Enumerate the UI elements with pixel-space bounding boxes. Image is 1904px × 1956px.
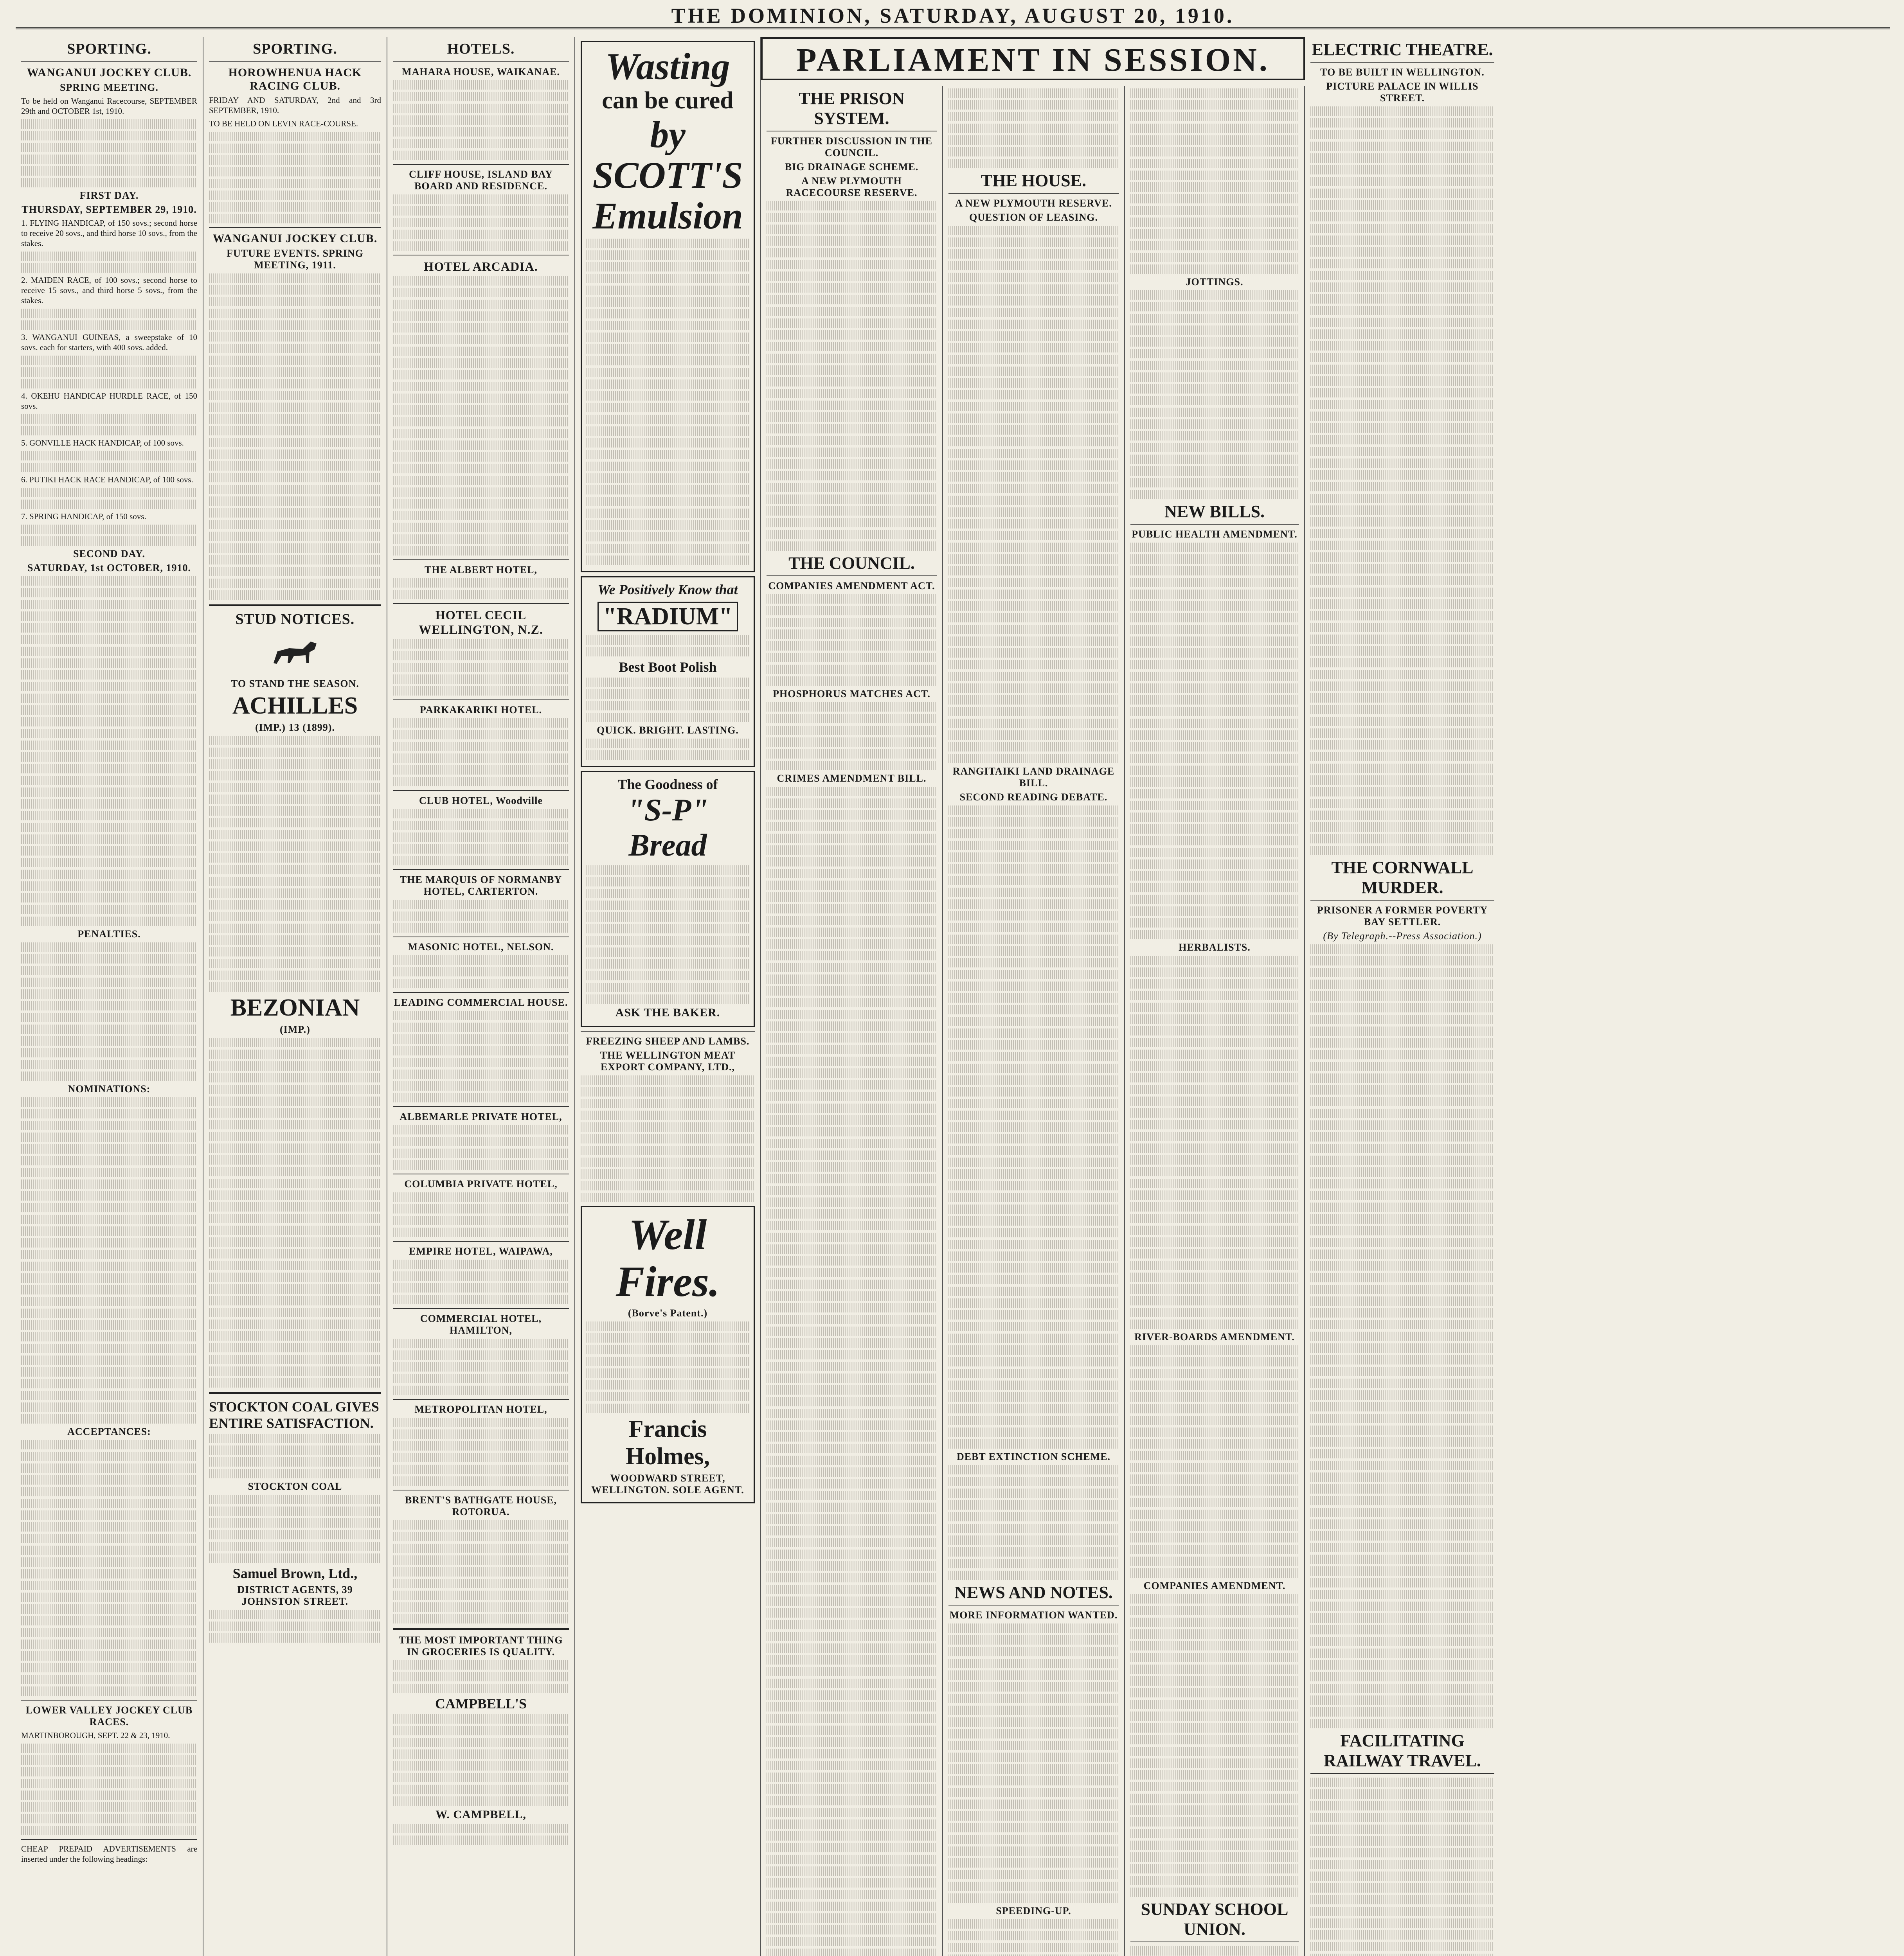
- radium-line-2: "RADIUM": [597, 602, 738, 631]
- club-name: WANGANUI JOCKEY CLUB.: [212, 232, 378, 245]
- hotel-name: PARKAKARIKI HOTEL.: [419, 704, 542, 716]
- drainage-subheading: BIG DRAINAGE SCHEME.: [785, 161, 919, 173]
- radium-line-4: QUICK. BRIGHT. LASTING.: [597, 725, 739, 736]
- cheap-ads-notice: CHEAP PREPAID ADVERTISEMENTS are inserted under the following headings:: [21, 1844, 197, 1864]
- hotel-name: THE MARQUIS OF NORMANBY HOTEL, CARTERTON.: [400, 874, 562, 897]
- electric-theatre-subheading: TO BE BUILT IN WELLINGTON.: [1320, 67, 1485, 78]
- new-bills-heading: NEW BILLS.: [1130, 502, 1299, 525]
- health-subheading: PUBLIC HEALTH AMENDMENT.: [1132, 529, 1298, 540]
- coal-ad-title: STOCKTON COAL GIVES ENTIRE SATISFACTION.: [209, 1399, 379, 1431]
- horse-name-achilles: ACHILLES: [232, 692, 358, 719]
- freezing-heading: FREEZING SHEEP AND LAMBS.: [586, 1036, 750, 1047]
- second-day-date: SATURDAY, 1st OCTOBER, 1910.: [27, 562, 191, 573]
- phosphorus-subheading: PHOSPHORUS MATCHES ACT.: [773, 688, 930, 699]
- fires-line-2: (Borve's Patent.): [628, 1307, 708, 1319]
- press-association-credit: (By Telegraph.--Press Association.): [1323, 930, 1482, 942]
- herbalists-subheading: HERBALISTS.: [1179, 942, 1251, 953]
- house-heading: THE HOUSE.: [948, 171, 1119, 194]
- council-heading: THE COUNCIL.: [767, 553, 937, 576]
- river-boards-subheading: RIVER-BOARDS AMENDMENT.: [1134, 1331, 1295, 1343]
- column-parliament-2: [943, 86, 1125, 1956]
- meeting-location: TO BE HELD ON LEVIN RACE-COURSE.: [209, 119, 358, 128]
- hotel-name: MAHARA HOUSE, WAIKANAE.: [402, 66, 560, 77]
- club-name: HOROWHENUA HACK RACING CLUB.: [228, 66, 362, 92]
- railway-travel-heading: FACILITATING RAILWAY TRAVEL.: [1310, 1731, 1494, 1774]
- section-heading: HOTELS.: [447, 41, 515, 57]
- scotts-emulsion-ad: [581, 41, 755, 572]
- more-info-subheading: MORE INFORMATION WANTED.: [949, 1609, 1118, 1621]
- column-sporting-wanganui: [16, 37, 203, 1956]
- radium-line-3: Best Boot Polish: [619, 659, 717, 675]
- sp-line-1: The Goodness of: [617, 777, 718, 792]
- reserve-subheading: A NEW PLYMOUTH RESERVE.: [955, 198, 1112, 209]
- hotel-name: COMMERCIAL HOTEL, HAMILTON,: [420, 1313, 542, 1336]
- prisoner-subheading: PRISONER A FORMER POVERTY BAY SETTLER.: [1317, 904, 1488, 928]
- lower-valley-dates: MARTINBOROUGH, SEPT. 22 & 23, 1910.: [21, 1731, 170, 1740]
- race-item: 1. FLYING HANDICAP, of 150 sovs.; second horse to receive 20 sovs., and third horse 10 sovs., from the stakes.: [21, 218, 197, 248]
- column-news-right: [1305, 37, 1890, 1956]
- debt-subheading: DEBT EXTINCTION SCHEME.: [956, 1451, 1111, 1462]
- prison-heading: THE PRISON SYSTEM.: [767, 88, 937, 131]
- column-jottings: [1125, 86, 1305, 1956]
- scotts-line-4: Emulsion: [592, 195, 743, 237]
- radium-line-1: We Positively Know that: [597, 582, 738, 597]
- hotel-name: CLIFF HOUSE, ISLAND BAY BOARD AND RESIDENCE.: [409, 169, 553, 192]
- samuel-brown-address: DISTRICT AGENTS, 39 JOHNSTON STREET.: [237, 1584, 353, 1607]
- column-sporting-horowhenua: [203, 37, 387, 1956]
- acceptances-heading: ACCEPTANCES:: [67, 1426, 151, 1437]
- meeting-dates: To be held on Wanganui Racecourse, SEPTEMBER 29th and OCTOBER 1st, 1910.: [21, 96, 197, 116]
- campbells-name: CAMPBELL'S: [435, 1696, 527, 1712]
- scotts-line-1: Wasting: [605, 45, 730, 87]
- leasing-subheading: QUESTION OF LEASING.: [969, 212, 1098, 223]
- first-day-heading: FIRST DAY.: [79, 190, 139, 201]
- radium-polish-ad: [581, 576, 755, 767]
- stand-season: TO STAND THE SEASON.: [231, 678, 359, 689]
- hotel-name: HOTEL ARCADIA.: [424, 259, 538, 273]
- hotel-name: BRENT'S BATHGATE HOUSE, ROTORUA.: [405, 1494, 557, 1517]
- penalties-heading: PENALTIES.: [77, 928, 141, 940]
- club-name: WANGANUI JOCKEY CLUB.: [27, 66, 192, 79]
- hotel-name: ALBEMARLE PRIVATE HOTEL,: [400, 1111, 562, 1122]
- speeding-subheading: SPEEDING-UP.: [996, 1905, 1071, 1916]
- prison-subheading: FURTHER DISCUSSION IN THE COUNCIL.: [771, 135, 932, 158]
- jottings-heading: JOTTINGS.: [1186, 276, 1244, 288]
- companies-subheading: COMPANIES AMENDMENT ACT.: [768, 580, 935, 591]
- plymouth-subheading: A NEW PLYMOUTH RACECOURSE RESERVE.: [786, 175, 918, 198]
- meeting-dates: FRIDAY AND SATURDAY, 2nd and 3rd SEPTEMBER, 1910.: [209, 95, 381, 115]
- first-day-date: THURSDAY, SEPTEMBER 29, 1910.: [22, 204, 197, 215]
- horse-name-bezonian: BEZONIAN: [230, 994, 360, 1021]
- lower-valley-heading: LOWER VALLEY JOCKEY CLUB RACES.: [25, 1704, 193, 1728]
- sunday-school-heading: SUNDAY SCHOOL UNION.: [1130, 1899, 1299, 1942]
- column-display-ads: [575, 37, 761, 1956]
- news-notes-heading: NEWS AND NOTES.: [948, 1582, 1119, 1605]
- hotel-name: COLUMBIA PRIVATE HOTEL,: [404, 1178, 558, 1190]
- horse-icon: [266, 632, 324, 675]
- section-heading: SPORTING.: [67, 41, 151, 57]
- scotts-line-2: can be cured: [602, 87, 734, 114]
- parliament-banner: PARLIAMENT IN SESSION.: [761, 37, 1305, 80]
- right-column-content: [1310, 40, 1494, 1956]
- groceries-heading: THE MOST IMPORTANT THING IN GROCERIES IS QUALITY.: [399, 1634, 563, 1658]
- race-item: 7. SPRING HANDICAP, of 150 sovs.: [21, 512, 146, 521]
- race-item: 2. MAIDEN RACE, of 100 sovs.; second horse to receive 15 sovs., and third horse 5 sovs., from the stakes.: [21, 275, 197, 305]
- race-item: 5. GONVILLE HACK HANDICAP, of 100 sovs.: [21, 438, 184, 448]
- meeting-name: SPRING MEETING.: [60, 82, 158, 93]
- hotel-name: THE ALBERT HOTEL,: [425, 564, 537, 575]
- samuel-brown-name: Samuel Brown, Ltd.,: [232, 1566, 358, 1581]
- meat-export-heading: THE WELLINGTON MEAT EXPORT COMPANY, LTD.,: [600, 1050, 736, 1073]
- cornwall-murder-heading: THE CORNWALL MURDER.: [1310, 858, 1494, 901]
- campbell-address: W. CAMPBELL,: [436, 1808, 526, 1821]
- second-day-heading: SECOND DAY.: [73, 548, 145, 559]
- stud-notices-heading: STUD NOTICES.: [235, 611, 355, 627]
- scotts-line-3: by SCOTT'S: [592, 113, 743, 196]
- nominations-heading: NOMINATIONS:: [68, 1083, 151, 1095]
- rangitaiki-subheading: RANGITAIKI LAND DRAINAGE BILL.: [952, 766, 1115, 789]
- sp-line-2: "S-P" Bread: [627, 793, 709, 863]
- hotel-name: HOTEL CECIL WELLINGTON, N.Z.: [419, 608, 543, 636]
- hotel-name: METROPOLITAN HOTEL,: [414, 1404, 547, 1415]
- race-item: 3. WANGANUI GUINEAS, a sweepstake of 10 sovs. each for starters, with 400 sovs. added.: [21, 333, 197, 352]
- hotel-name: EMPIRE HOTEL, WAIPAWA,: [409, 1246, 553, 1257]
- hotel-name: LEADING COMMERCIAL HOUSE.: [394, 997, 568, 1008]
- fires-line-3: Francis Holmes,: [625, 1416, 710, 1470]
- companies-amendment-subheading: COMPANIES AMENDMENT.: [1143, 1580, 1286, 1591]
- bezonian-pedigree: (IMP.): [280, 1024, 310, 1035]
- section-heading: SPORTING.: [253, 41, 337, 57]
- crimes-subheading: CRIMES AMENDMENT BILL.: [777, 773, 927, 784]
- sp-line-3: ASK THE BAKER.: [615, 1006, 720, 1019]
- second-reading-subheading: SECOND READING DEBATE.: [959, 791, 1108, 803]
- achilles-pedigree: (IMP.) 13 (1899).: [255, 722, 335, 733]
- coal-ad-sub: STOCKTON COAL: [248, 1481, 342, 1492]
- hotel-name: CLUB HOTEL, Woodville: [419, 795, 543, 806]
- fires-line-4: WOODWARD STREET, WELLINGTON. SOLE AGENT.: [591, 1472, 744, 1496]
- future-events: FUTURE EVENTS. SPRING MEETING, 1911.: [227, 248, 364, 271]
- masthead: THE DOMINION, SATURDAY, AUGUST 20, 1910.: [16, 4, 1890, 29]
- race-item: 6. PUTIKI HACK RACE HANDICAP, of 100 sovs.: [21, 475, 193, 484]
- race-item: 4. OKEHU HANDICAP HURDLE RACE, of 150 sovs.: [21, 391, 197, 411]
- column-parliament-1: [761, 86, 943, 1956]
- sp-bread-ad: [581, 771, 755, 1027]
- column-hotels: [387, 37, 575, 1956]
- hotel-name: MASONIC HOTEL, NELSON.: [408, 941, 554, 953]
- picture-palace-subheading: PICTURE PALACE IN WILLIS STREET.: [1326, 81, 1479, 104]
- well-fires-ad: [581, 1206, 755, 1503]
- electric-theatre-heading: ELECTRIC THEATRE.: [1310, 40, 1494, 63]
- fires-line-1: Well Fires.: [615, 1211, 720, 1305]
